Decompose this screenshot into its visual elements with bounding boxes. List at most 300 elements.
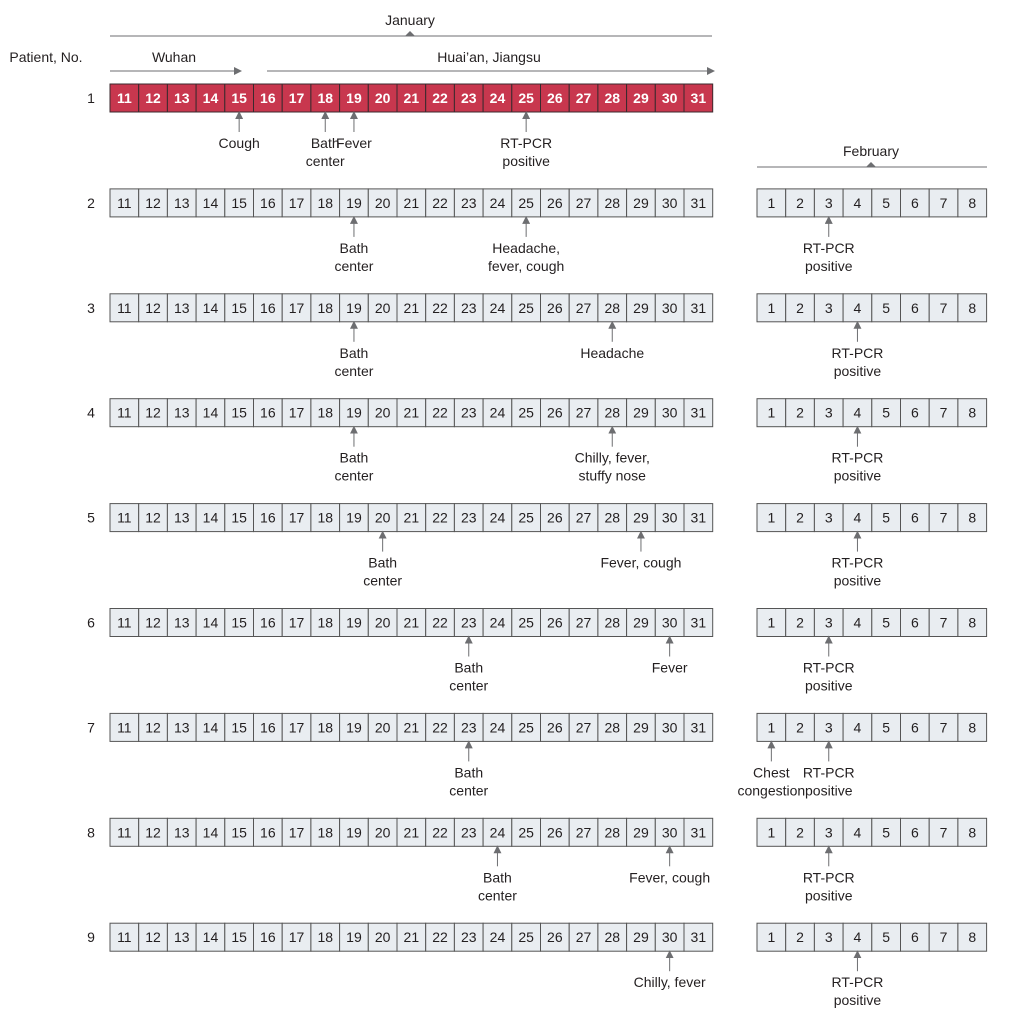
january-day-label: 26 (547, 824, 563, 841)
january-day-label: 29 (633, 404, 649, 421)
january-day-label: 27 (575, 404, 592, 421)
january-day-label: 31 (690, 509, 707, 526)
january-day-label: 30 (661, 719, 678, 736)
january-day-label: 18 (317, 404, 334, 421)
february-day-label: 3 (824, 824, 833, 841)
january-day-label: 17 (288, 404, 305, 421)
january-day-label: 31 (690, 929, 707, 946)
january-day-label: 31 (690, 299, 707, 316)
january-day-label: 14 (202, 824, 219, 841)
february-day-label: 2 (796, 614, 804, 631)
patient-row-5 (87, 504, 986, 589)
january-day-label: 21 (403, 929, 420, 946)
february-day-label: 7 (939, 824, 948, 841)
january-day-label: 12 (145, 194, 161, 211)
february-day-label: 7 (939, 509, 948, 526)
february-day-label: 1 (767, 614, 776, 631)
event-label: positive (805, 887, 853, 904)
january-day-label: 16 (260, 509, 276, 526)
january-day-label: 28 (604, 614, 621, 631)
february-day-label: 5 (882, 614, 891, 631)
january-day-label: 16 (260, 194, 276, 211)
january-day-label: 11 (117, 824, 132, 841)
patient-number: 9 (87, 929, 95, 946)
february-day-label: 6 (910, 824, 919, 841)
january-day-label: 13 (173, 404, 190, 421)
january-day-label: 12 (145, 719, 161, 736)
january-day-label: 20 (374, 404, 391, 421)
january-day-label: 19 (346, 90, 362, 106)
event-label: RT-PCR (802, 869, 855, 886)
january-day-label: 25 (518, 614, 534, 631)
patient-number: 6 (87, 614, 95, 631)
february-day-label: 3 (824, 719, 833, 736)
january-day-label: 15 (231, 824, 247, 841)
january-day-label: 24 (489, 929, 506, 946)
january-day-label: 16 (260, 299, 276, 316)
event-label: RT-PCR (802, 239, 855, 256)
february-day-label: 7 (939, 404, 948, 421)
january-day-label: 26 (547, 719, 563, 736)
event-label: positive (805, 677, 853, 694)
february-day-label: 1 (767, 404, 776, 421)
february-day-label: 5 (882, 299, 891, 316)
january-day-label: 30 (661, 194, 678, 211)
february-day-label: 2 (796, 404, 804, 421)
january-day-label: 24 (489, 194, 506, 211)
february-day-label: 8 (968, 719, 977, 736)
january-day-label: 30 (661, 614, 678, 631)
event-label: center (449, 677, 489, 694)
january-day-label: 23 (460, 509, 477, 526)
february-day-label: 3 (824, 404, 833, 421)
event-label: center (334, 257, 374, 274)
patient-number: 8 (87, 824, 95, 841)
january-day-label: 22 (432, 404, 448, 421)
january-day-label: 12 (145, 614, 161, 631)
event-label: congestion (737, 782, 806, 799)
february-day-label: 1 (767, 509, 776, 526)
january-day-label: 11 (117, 929, 132, 946)
january-day-label: 19 (346, 509, 362, 526)
january-day-label: 19 (346, 299, 362, 316)
event-label: Bath (454, 659, 484, 676)
event-label: Chest (753, 764, 790, 781)
patient-row-7 (87, 713, 986, 798)
january-day-label: 20 (374, 194, 391, 211)
patient-row-1 (87, 84, 713, 169)
february-day-label: 8 (968, 404, 977, 421)
february-day-label: 2 (796, 194, 804, 211)
january-day-label: 23 (460, 299, 477, 316)
january-day-label: 17 (288, 824, 305, 841)
february-day-label: 2 (796, 929, 804, 946)
event-label: positive (833, 362, 882, 379)
february-day-label: 7 (939, 614, 948, 631)
january-day-label: 29 (633, 824, 649, 841)
patient-row-8 (87, 818, 986, 903)
february-day-label: 2 (796, 509, 804, 526)
january-day-label: 14 (202, 509, 219, 526)
january-day-label: 16 (260, 404, 276, 421)
event-label: Headache, (492, 239, 561, 256)
january-day-label: 25 (518, 90, 534, 106)
january-day-label: 22 (432, 719, 448, 736)
february-day-label: 4 (853, 404, 862, 421)
january-day-label: 15 (231, 509, 247, 526)
january-day-label: 15 (231, 614, 247, 631)
february-day-label: 7 (939, 194, 948, 211)
january-day-label: 13 (173, 614, 190, 631)
wuhan-label: Wuhan (151, 49, 197, 65)
january-day-label: 13 (173, 90, 190, 106)
january-day-label: 29 (633, 299, 649, 316)
february-day-label: 6 (910, 929, 919, 946)
january-day-label: 26 (547, 929, 563, 946)
january-day-label: 12 (145, 90, 161, 106)
event-label: center (477, 887, 517, 904)
january-day-label: 21 (403, 824, 420, 841)
february-day-label: 8 (968, 929, 977, 946)
february-day-label: 5 (882, 929, 891, 946)
february-day-label: 2 (796, 299, 804, 316)
january-day-label: 24 (489, 90, 506, 106)
january-day-label: 21 (403, 614, 420, 631)
january-day-label: 17 (288, 299, 305, 316)
january-day-label: 23 (460, 824, 477, 841)
january-day-label: 27 (575, 299, 592, 316)
january-day-label: 19 (346, 719, 362, 736)
february-day-label: 5 (882, 509, 891, 526)
patient-header: Patient, No. (9, 49, 83, 65)
january-day-label: 26 (547, 509, 563, 526)
january-day-label: 26 (547, 404, 563, 421)
january-day-label: 27 (575, 194, 592, 211)
january-day-label: 30 (661, 90, 678, 106)
january-day-label: 28 (604, 824, 621, 841)
february-day-label: 4 (853, 929, 862, 946)
january-day-label: 25 (518, 929, 534, 946)
january-day-label: 12 (145, 299, 161, 316)
february-day-label: 7 (939, 929, 948, 946)
february-day-label: 4 (853, 719, 862, 736)
january-day-label: 16 (260, 824, 276, 841)
event-label: Bath (339, 344, 369, 361)
event-label: Fever (651, 659, 688, 676)
january-day-label: 16 (260, 929, 276, 946)
january-day-label: 14 (202, 719, 219, 736)
january-day-label: 14 (202, 404, 219, 421)
event-label: RT-PCR (831, 449, 884, 466)
january-day-label: 17 (288, 929, 305, 946)
event-label: Bath (368, 554, 398, 571)
february-day-label: 3 (824, 194, 833, 211)
january-day-label: 13 (173, 299, 190, 316)
january-day-label: 31 (690, 719, 707, 736)
january-day-label: 21 (403, 719, 420, 736)
february-day-label: 6 (910, 614, 919, 631)
january-day-label: 15 (231, 404, 247, 421)
january-day-label: 27 (575, 824, 592, 841)
january-day-label: 24 (489, 509, 506, 526)
january-day-label: 30 (661, 299, 678, 316)
january-day-label: 18 (317, 509, 334, 526)
january-day-label: 13 (173, 194, 190, 211)
january-day-label: 22 (432, 194, 448, 211)
january-day-label: 18 (317, 614, 334, 631)
patient-number: 7 (87, 719, 95, 736)
january-day-label: 22 (432, 509, 448, 526)
event-label: Fever (336, 135, 372, 151)
january-day-label: 20 (374, 299, 391, 316)
january-day-label: 25 (518, 404, 534, 421)
january-day-label: 29 (633, 194, 649, 211)
january-day-label: 18 (317, 299, 334, 316)
january-day-label: 23 (460, 929, 477, 946)
january-day-label: 11 (117, 719, 132, 736)
february-bracket-caret (866, 162, 876, 167)
february-day-label: 2 (796, 719, 804, 736)
january-day-label: 18 (317, 719, 334, 736)
january-day-label: 11 (116, 90, 132, 106)
january-day-label: 18 (317, 194, 334, 211)
event-label: stuffy nose (578, 467, 646, 484)
january-day-label: 11 (117, 404, 132, 421)
event-label: positive (833, 572, 882, 589)
february-day-label: 6 (910, 194, 919, 211)
patient-row-4 (87, 399, 986, 484)
january-day-label: 24 (489, 614, 506, 631)
event-label: RT-PCR (802, 764, 855, 781)
january-day-label: 20 (374, 719, 391, 736)
january-day-label: 19 (346, 929, 362, 946)
january-day-label: 31 (690, 614, 707, 631)
january-day-label: 22 (432, 929, 448, 946)
january-day-label: 21 (403, 404, 420, 421)
event-label: Fever, cough (600, 554, 682, 571)
january-day-label: 31 (690, 824, 707, 841)
event-label: Chilly, fever, (574, 449, 650, 466)
event-label: Bath (310, 135, 340, 151)
january-day-label: 22 (432, 614, 448, 631)
january-day-label: 15 (231, 929, 247, 946)
february-day-label: 1 (767, 719, 776, 736)
event-label: Fever, cough (629, 869, 711, 886)
january-day-label: 25 (518, 194, 534, 211)
patient-row-9 (87, 923, 986, 1008)
january-day-label: 29 (633, 614, 649, 631)
february-day-label: 5 (882, 719, 891, 736)
january-day-label: 14 (202, 929, 219, 946)
january-bracket-caret (405, 31, 415, 36)
february-day-label: 4 (853, 509, 862, 526)
january-day-label: 28 (604, 509, 621, 526)
january-day-label: 11 (117, 614, 132, 631)
january-day-label: 23 (460, 719, 477, 736)
january-day-label: 27 (575, 614, 592, 631)
event-label: center (305, 153, 345, 169)
january-day-label: 25 (518, 824, 534, 841)
january-day-label: 12 (145, 929, 161, 946)
event-label: Headache (580, 344, 645, 361)
february-day-label: 8 (968, 824, 977, 841)
january-day-label: 13 (173, 929, 190, 946)
january-day-label: 22 (432, 90, 448, 106)
event-label: RT-PCR (802, 659, 855, 676)
event-label: positive (805, 257, 853, 274)
january-day-label: 21 (403, 90, 420, 106)
january-day-label: 22 (432, 299, 448, 316)
event-label: RT-PCR (500, 135, 553, 151)
january-day-label: 19 (346, 404, 362, 421)
event-label: Bath (339, 449, 369, 466)
january-day-label: 30 (661, 404, 678, 421)
january-day-label: 29 (633, 719, 649, 736)
february-day-label: 4 (853, 194, 862, 211)
february-day-label: 6 (910, 299, 919, 316)
february-day-label: 8 (968, 194, 977, 211)
january-day-label: 16 (260, 719, 276, 736)
january-day-label: 18 (317, 90, 334, 106)
february-day-label: 2 (796, 824, 804, 841)
january-day-label: 24 (489, 719, 506, 736)
january-day-label: 26 (547, 194, 563, 211)
february-day-label: 7 (939, 299, 948, 316)
event-label: Cough (218, 135, 260, 151)
january-day-label: 12 (145, 509, 161, 526)
patient-row-3 (87, 294, 986, 379)
january-day-label: 25 (518, 719, 534, 736)
event-label: Bath (483, 869, 512, 886)
january-day-label: 13 (173, 509, 190, 526)
january-day-label: 14 (202, 194, 219, 211)
january-day-label: 13 (173, 719, 190, 736)
patient-number: 4 (87, 404, 95, 421)
january-day-label: 27 (575, 929, 592, 946)
january-day-label: 24 (489, 404, 506, 421)
january-day-label: 27 (575, 509, 592, 526)
january-day-label: 28 (604, 299, 621, 316)
january-day-label: 29 (633, 509, 649, 526)
january-day-label: 27 (575, 90, 592, 106)
event-label: Chilly, fever (633, 974, 706, 991)
january-day-label: 31 (690, 90, 707, 106)
january-day-label: 20 (374, 90, 391, 106)
january-day-label: 23 (460, 614, 477, 631)
january-day-label: 17 (288, 90, 305, 106)
february-day-label: 7 (939, 719, 948, 736)
january-day-label: 26 (547, 614, 563, 631)
january-day-label: 19 (346, 824, 362, 841)
january-day-label: 15 (231, 90, 247, 106)
february-day-label: 1 (767, 824, 776, 841)
february-day-label: 6 (910, 404, 919, 421)
february-day-label: 4 (853, 299, 862, 316)
patient-row-2 (87, 189, 986, 274)
january-day-label: 31 (690, 194, 707, 211)
january-day-label: 24 (489, 299, 506, 316)
january-day-label: 30 (661, 509, 678, 526)
january-day-label: 20 (374, 929, 391, 946)
event-label: RT-PCR (831, 344, 884, 361)
january-day-label: 17 (288, 614, 305, 631)
january-day-label: 17 (288, 509, 305, 526)
january-day-label: 26 (547, 299, 563, 316)
january-day-label: 12 (145, 404, 161, 421)
january-day-label: 14 (202, 90, 219, 106)
event-label: positive (805, 782, 853, 799)
january-day-label: 18 (317, 824, 334, 841)
january-day-label: 23 (460, 90, 477, 106)
january-day-label: 11 (117, 509, 132, 526)
february-day-label: 6 (910, 509, 919, 526)
january-day-label: 28 (604, 90, 621, 106)
january-day-label: 20 (374, 614, 391, 631)
february-day-label: 4 (853, 614, 862, 631)
january-day-label: 16 (260, 90, 276, 106)
january-day-label: 15 (231, 194, 247, 211)
january-day-label: 14 (202, 299, 219, 316)
event-label: center (449, 782, 489, 799)
event-label: fever, cough (488, 257, 565, 274)
january-day-label: 25 (518, 299, 534, 316)
february-day-label: 8 (968, 509, 977, 526)
event-label: center (363, 572, 403, 589)
january-day-label: 20 (374, 509, 391, 526)
february-day-label: 6 (910, 719, 919, 736)
event-label: RT-PCR (831, 974, 884, 991)
patient-number: 2 (87, 194, 95, 211)
january-day-label: 28 (604, 404, 621, 421)
january-day-label: 15 (231, 299, 247, 316)
january-day-label: 29 (633, 90, 649, 106)
january-day-label: 18 (317, 929, 334, 946)
january-day-label: 19 (346, 194, 362, 211)
january-label: January (385, 12, 435, 28)
event-label: RT-PCR (831, 554, 884, 571)
event-label: center (334, 362, 374, 379)
january-day-label: 31 (690, 404, 707, 421)
january-day-label: 30 (661, 824, 678, 841)
february-day-label: 4 (853, 824, 862, 841)
february-day-label: 8 (968, 614, 977, 631)
january-day-label: 16 (260, 614, 276, 631)
january-day-label: 20 (374, 824, 391, 841)
january-day-label: 12 (145, 824, 161, 841)
january-day-label: 23 (460, 404, 477, 421)
january-day-label: 14 (202, 614, 219, 631)
event-label: positive (502, 153, 550, 169)
january-day-label: 26 (547, 90, 563, 106)
february-day-label: 3 (824, 509, 833, 526)
event-label: positive (833, 467, 882, 484)
patient-number: 5 (87, 509, 95, 526)
january-day-label: 28 (604, 929, 621, 946)
january-day-label: 30 (661, 929, 678, 946)
january-day-label: 15 (231, 719, 247, 736)
event-label: Bath (454, 764, 484, 781)
january-day-label: 29 (633, 929, 649, 946)
february-label: February (842, 143, 900, 159)
february-day-label: 5 (882, 194, 891, 211)
january-day-label: 28 (604, 194, 621, 211)
event-label: Bath (339, 239, 369, 256)
january-day-label: 27 (575, 719, 592, 736)
february-day-label: 1 (767, 194, 776, 211)
january-day-label: 24 (489, 824, 506, 841)
patient-rows (87, 84, 986, 1008)
february-day-label: 1 (767, 299, 776, 316)
